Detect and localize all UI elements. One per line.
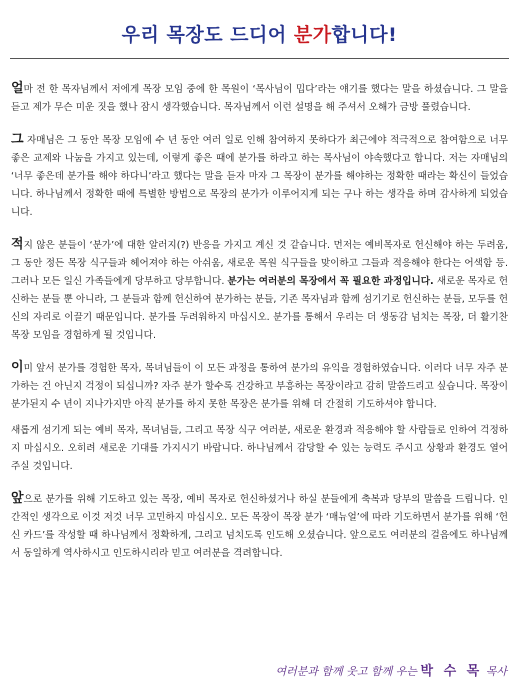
emphasis-text: 분가는 여러분의 목장에서 꼭 필요한 과정입니다. bbox=[227, 276, 434, 287]
drop-initial: 얼 bbox=[11, 81, 24, 96]
paragraph-3 bbox=[11, 236, 508, 345]
drop-initial: 적 bbox=[11, 237, 24, 252]
paragraph-1 bbox=[11, 80, 508, 117]
title-part-3: 합니다! bbox=[331, 24, 398, 46]
title-divider bbox=[10, 58, 509, 59]
drop-initial: 이 bbox=[11, 360, 24, 375]
title-highlight: 분가 bbox=[293, 24, 332, 46]
paragraph-text: 새롭게 섬기게 되는 예비 목자, 목녀님들, 그리고 목장 식구 여러분, 새로운 환경과 적응해야 할 사람들로 인하여 걱정하지 마십시오. 오히려 새로운 기대를 가지시기 바랍니다. 하나님께서 감당할 수 있는 능력도 주시고 상황과 환경도 열어 주실 것입니다. bbox=[11, 425, 508, 472]
paragraph-4 bbox=[11, 359, 508, 414]
paragraph-text: 자매님은 그 동안 목장 모임에 수 년 동안 여러 일로 인해 참여하지 못하다가 최근에야 적극적으로 참여함으로 너무 좋은 교제와 나눔을 가지고 있는데, 이렇게 좋은 때에 분가를 하라고 하는 목사님이 야속했다고 합니다. 저는 자매님의 ‘너무 좋은데 분가를 해야 하다니’라고 했다는 말을 듣자 마자 그 목장이 분가를 해야하는 정확한 때라는 확신이 들었습니다. 하나님께서 정확한 때에 특별한 방법으로 목장의 분가가 이루어지게 되는 구나 하는 생각을 하며 감사하게 되었습니다. bbox=[11, 135, 508, 218]
title-part-1: 우리 목장도 드디어 bbox=[121, 24, 294, 46]
paragraph-text-continued: 새로운 목자로 헌신하는 분들 뿐 아니라, 그 분들과 함께 헌신하여 분가하는 분들, 기존 목자님과 함께 섬기기로 헌신하는 분들, 모두를 헌신의 자리로 이끌기 때문입니다. 분가를 두려워하지 마십시오. 분가를 통해서 우리는 더 생동감 넘치는 목장, 더 활기찬 목장 모임을 경험하게 될 것입니다. bbox=[11, 276, 509, 341]
signature-suffix: 목사 bbox=[482, 665, 507, 678]
article-body bbox=[11, 80, 508, 577]
paragraph-text: 마 전 한 목자님께서 저에게 목장 모임 중에 한 목원이 ‘목사님이 밉다’라는 얘기를 했다는 말을 하셨습니다. 그 말을 듣고 제가 무슨 미운 짓을 했나 잠시 생각했습니다. 목자님께서 이런 설명을 해 주셔서 오해가 금방 풀렸습니다. bbox=[11, 84, 508, 113]
signature bbox=[276, 660, 507, 679]
paragraph-text: 으로 분가를 위해 기도하고 있는 목장, 예비 목자로 헌신하셨거나 하실 분들에게 축복과 당부의 말씀을 드립니다. 인간적인 생각으로 이것 저것 너무 고민하지 마십시오. 모든 목장이 목장 분가 ‘매뉴얼’에 따라 기도하면서 분가를 위해 ‘헌신 카드’를 작성할 때 하나님께서 정확하게, 그리고 넘치도록 인도해 오셨습니다. 앞으로도 여러분의 걸음에도 하나님께서 동일하게 역사하시고 인도하시리라 믿고 여러분을 격려합니다. bbox=[11, 494, 508, 559]
paragraph-text: 지 않은 분들이 ‘분가’에 대한 알러지(?) 반응을 가지고 계신 것 같습니다. 먼저는 예비목자로 헌신해야 하는 두려움, 그 동안 정든 목장 식구들과 헤어져야 하는 아쉬움, 새로운 목원 식구들을 맞이하고 그들과 적응해야 한다는 어색함 등. 그러나 모든 일신 가족들에게 당부하고 당부합니다. bbox=[11, 240, 508, 287]
drop-initial: 그 bbox=[11, 132, 24, 147]
paragraph-2 bbox=[11, 131, 508, 222]
signature-name: 박 수 목 bbox=[420, 664, 483, 679]
paragraph-5 bbox=[11, 422, 508, 476]
paragraph-6 bbox=[11, 490, 508, 563]
drop-initial: 앞 bbox=[11, 491, 24, 506]
page-title bbox=[0, 20, 519, 47]
signature-prefix: 여러분과 함께 웃고 함께 우는 bbox=[275, 665, 421, 678]
paragraph-text: 미 앞서 분가를 경험한 목자, 목녀님들이 이 모든 과정을 통하여 분가의 유익을 경험하였습니다. 이러다 너무 자주 분가하는 건 아닌지 걱정이 되십니까? 자주 분가 할수록 건강하고 부흥하는 목장이라고 감히 말씀드리고 싶습니다. 목장이 분가된지 수 년이 지나가지만 아직 분가를 하지 못한 목장은 분가를 위해 더 간절히 기도하셔야 합니다. bbox=[11, 363, 508, 410]
